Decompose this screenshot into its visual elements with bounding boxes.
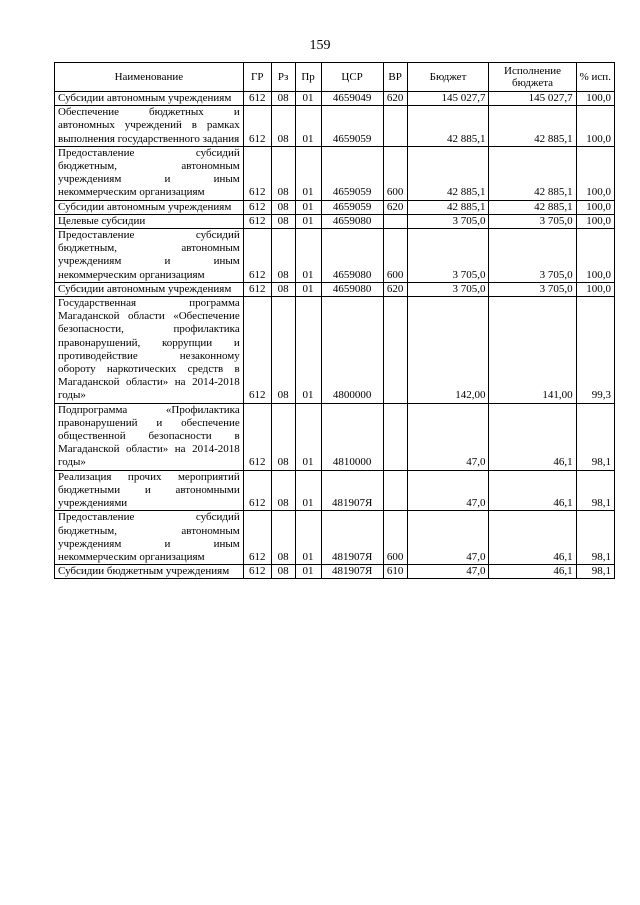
cell-rz: 08 <box>271 146 295 200</box>
cell-vr <box>383 470 407 511</box>
header-percent: % исп. <box>576 63 614 92</box>
table-row <box>55 565 615 579</box>
cell-percent: 98,1 <box>576 565 614 579</box>
cell-gr: 612 <box>243 106 271 147</box>
cell-rz: 08 <box>271 282 295 296</box>
cell-percent: 100,0 <box>576 200 614 214</box>
cell-execution: 3 705,0 <box>489 229 576 283</box>
header-csr: ЦСР <box>321 63 383 92</box>
cell-rz: 08 <box>271 229 295 283</box>
cell-budget: 42 885,1 <box>407 106 489 147</box>
header-gr: ГР <box>243 63 271 92</box>
header-pr: Пр <box>295 63 321 92</box>
cell-rz: 08 <box>271 511 295 565</box>
cell-csr: 4800000 <box>321 297 383 404</box>
cell-rz: 08 <box>271 565 295 579</box>
cell-csr: 4659049 <box>321 92 383 106</box>
cell-gr: 612 <box>243 403 271 470</box>
cell-percent: 98,1 <box>576 470 614 511</box>
header-execution: Исполнение бюджета <box>489 63 576 92</box>
cell-name: Субсидии автономным учреждениям <box>55 200 244 214</box>
cell-percent: 98,1 <box>576 511 614 565</box>
cell-execution: 3 705,0 <box>489 214 576 228</box>
cell-budget: 47,0 <box>407 470 489 511</box>
table-row <box>55 229 615 283</box>
cell-vr: 620 <box>383 200 407 214</box>
header-rz: Рз <box>271 63 295 92</box>
table-row <box>55 511 615 565</box>
cell-percent: 100,0 <box>576 106 614 147</box>
cell-pr: 01 <box>295 297 321 404</box>
table-body <box>55 92 615 579</box>
cell-gr: 612 <box>243 282 271 296</box>
cell-pr: 01 <box>295 403 321 470</box>
cell-gr: 612 <box>243 229 271 283</box>
cell-budget: 142,00 <box>407 297 489 404</box>
cell-pr: 01 <box>295 565 321 579</box>
table-row <box>55 106 615 147</box>
cell-name: Государственная программа Магаданской области «Обеспечение безопасности, профилактика правонарушений, коррупции и противодействие незаконному обороту наркотических средств в Магаданской области» на 2014-2018 годы» <box>55 297 244 404</box>
cell-gr: 612 <box>243 511 271 565</box>
cell-vr: 620 <box>383 282 407 296</box>
cell-gr: 612 <box>243 92 271 106</box>
cell-vr: 620 <box>383 92 407 106</box>
cell-vr <box>383 106 407 147</box>
header-budget: Бюджет <box>407 63 489 92</box>
header-row <box>55 63 615 92</box>
cell-pr: 01 <box>295 214 321 228</box>
cell-rz: 08 <box>271 297 295 404</box>
cell-percent: 98,1 <box>576 403 614 470</box>
cell-gr: 612 <box>243 214 271 228</box>
cell-gr: 612 <box>243 146 271 200</box>
cell-gr: 612 <box>243 200 271 214</box>
cell-csr: 4659080 <box>321 214 383 228</box>
cell-gr: 612 <box>243 565 271 579</box>
cell-gr: 612 <box>243 297 271 404</box>
cell-name: Субсидии автономным учреждениям <box>55 282 244 296</box>
cell-percent: 100,0 <box>576 282 614 296</box>
cell-csr: 4659080 <box>321 282 383 296</box>
table-row <box>55 470 615 511</box>
cell-budget: 3 705,0 <box>407 229 489 283</box>
cell-name: Субсидии бюджетным учреждениям <box>55 565 244 579</box>
cell-csr: 4810000 <box>321 403 383 470</box>
cell-csr: 4659080 <box>321 229 383 283</box>
cell-pr: 01 <box>295 282 321 296</box>
cell-rz: 08 <box>271 92 295 106</box>
cell-percent: 100,0 <box>576 214 614 228</box>
cell-execution: 46,1 <box>489 470 576 511</box>
cell-vr <box>383 297 407 404</box>
cell-execution: 46,1 <box>489 511 576 565</box>
table-row <box>55 214 615 228</box>
cell-percent: 100,0 <box>576 229 614 283</box>
cell-budget: 47,0 <box>407 565 489 579</box>
cell-pr: 01 <box>295 146 321 200</box>
cell-rz: 08 <box>271 403 295 470</box>
cell-vr: 600 <box>383 146 407 200</box>
cell-pr: 01 <box>295 470 321 511</box>
cell-pr: 01 <box>295 200 321 214</box>
cell-name: Обеспечение бюджетных и автономных учреждений в рамках выполнения государственного задания <box>55 106 244 147</box>
cell-execution: 42 885,1 <box>489 106 576 147</box>
cell-percent: 100,0 <box>576 146 614 200</box>
cell-percent: 99,3 <box>576 297 614 404</box>
table-row <box>55 403 615 470</box>
cell-csr: 481907Я <box>321 511 383 565</box>
cell-gr: 612 <box>243 470 271 511</box>
cell-budget: 42 885,1 <box>407 146 489 200</box>
cell-vr: 610 <box>383 565 407 579</box>
budget-table <box>54 62 615 579</box>
cell-name: Подпрограмма «Профилактика правонарушений и обеспечение общественной безопасности в Магаданской области» на 2014-2018 годы» <box>55 403 244 470</box>
cell-rz: 08 <box>271 200 295 214</box>
cell-csr: 4659059 <box>321 106 383 147</box>
header-name: Наименование <box>55 63 244 92</box>
cell-execution: 42 885,1 <box>489 200 576 214</box>
cell-name: Реализация прочих мероприятий бюджетными и автономными учреждениями <box>55 470 244 511</box>
table-row <box>55 92 615 106</box>
page-number: 159 <box>309 38 331 53</box>
cell-budget: 42 885,1 <box>407 200 489 214</box>
cell-execution: 46,1 <box>489 565 576 579</box>
table-row <box>55 297 615 404</box>
cell-rz: 08 <box>271 106 295 147</box>
cell-rz: 08 <box>271 470 295 511</box>
cell-execution: 145 027,7 <box>489 92 576 106</box>
cell-execution: 3 705,0 <box>489 282 576 296</box>
table-row <box>55 282 615 296</box>
cell-csr: 481907Я <box>321 565 383 579</box>
cell-vr <box>383 403 407 470</box>
table-row <box>55 200 615 214</box>
cell-csr: 4659059 <box>321 200 383 214</box>
cell-budget: 3 705,0 <box>407 214 489 228</box>
cell-budget: 47,0 <box>407 403 489 470</box>
cell-pr: 01 <box>295 106 321 147</box>
cell-csr: 481907Я <box>321 470 383 511</box>
cell-budget: 47,0 <box>407 511 489 565</box>
cell-execution: 141,00 <box>489 297 576 404</box>
cell-name: Предоставление субсидий бюджетным, автономным учреждениям и иным некоммерческим организациям <box>55 511 244 565</box>
cell-execution: 42 885,1 <box>489 146 576 200</box>
cell-percent: 100,0 <box>576 92 614 106</box>
table-row <box>55 146 615 200</box>
cell-vr: 600 <box>383 511 407 565</box>
cell-vr <box>383 214 407 228</box>
cell-name: Предоставление субсидий бюджетным, автономным учреждениям и иным некоммерческим организациям <box>55 229 244 283</box>
cell-name: Предоставление субсидий бюджетным, автономным учреждениям и иным некоммерческим организациям <box>55 146 244 200</box>
cell-pr: 01 <box>295 229 321 283</box>
cell-csr: 4659059 <box>321 146 383 200</box>
cell-name: Субсидии автономным учреждениям <box>55 92 244 106</box>
cell-rz: 08 <box>271 214 295 228</box>
cell-execution: 46,1 <box>489 403 576 470</box>
cell-pr: 01 <box>295 511 321 565</box>
cell-pr: 01 <box>295 92 321 106</box>
cell-name: Целевые субсидии <box>55 214 244 228</box>
header-vr: ВР <box>383 63 407 92</box>
cell-vr: 600 <box>383 229 407 283</box>
cell-budget: 145 027,7 <box>407 92 489 106</box>
cell-budget: 3 705,0 <box>407 282 489 296</box>
